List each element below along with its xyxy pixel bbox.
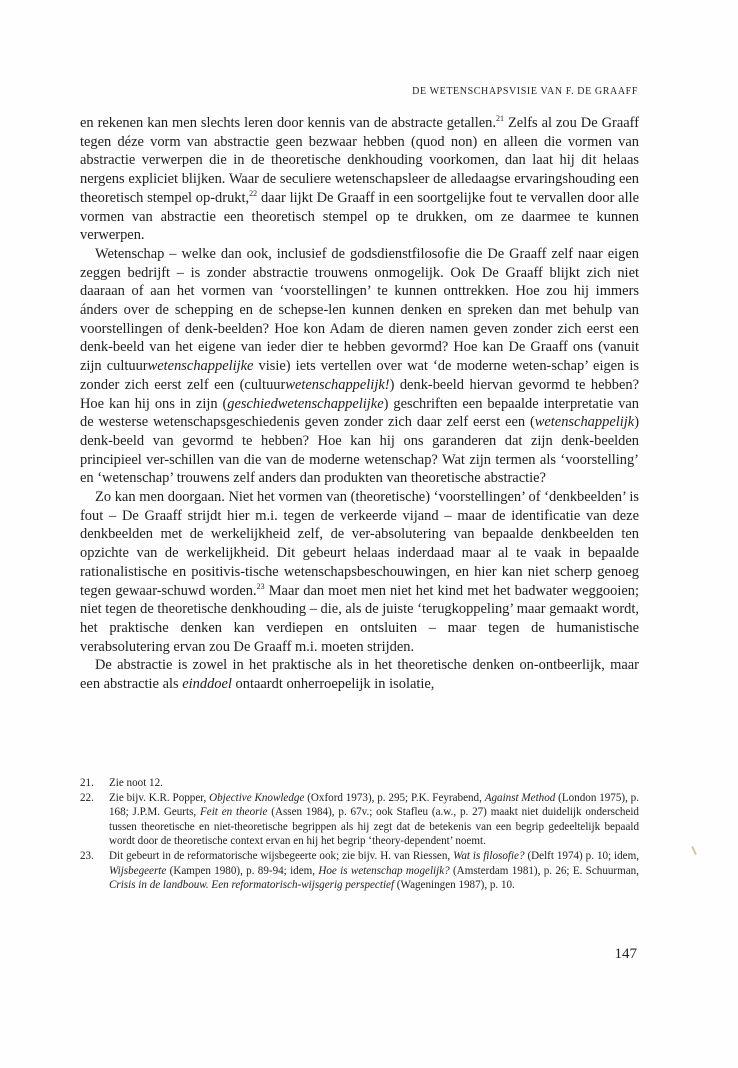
- footnote-ref: 21: [496, 114, 505, 123]
- paragraph: [80, 114, 639, 245]
- italic-text: einddoel: [182, 676, 232, 693]
- text-run: (Amsterdam 1981), p. 26; E. Schuurman,: [449, 864, 639, 877]
- italic-text: wetenschappelijk: [534, 414, 635, 431]
- text-run: Zie bijv. K.R. Popper,: [109, 791, 210, 804]
- text-run: Maar dan moet men niet het kind met het badwater weggooien; niet tegen de theoretische denkhouding – die, als de juiste ‘terugkoppeling’ maar gemaakt wordt, het praktische denken kan verdiepen en ontsluiten – maar tegen de humanistische verabsolutering ervan zou De Graaff m.i. moeten strijden.: [80, 582, 640, 655]
- text-run: (Delft 1974) p. 10; idem,: [524, 849, 640, 862]
- text-run: en rekenen kan men slechts leren door kennis van de abstracte getallen.: [80, 115, 497, 131]
- footnotes: [80, 776, 639, 893]
- text-run: ) geschriften een bepaalde interpretatie van de westerse wetenschapsgeschiedenis geven zonder zich daar zelf eerst een (: [80, 395, 639, 431]
- paragraph: [80, 656, 639, 693]
- italic-text: Objective Knowledge: [209, 791, 305, 804]
- text-run: (Assen 1984), p. 67v.; ook Stafleu (a.w., p. 27) maakt niet duidelijk onderscheid tussen theoretische en niet-theoretische begrippen als hij zegt dat de betekenis van een begrip gedeeltelijk bepaald wordt door de theoretische context ervan en hij het begrip ‘theory-dependent’ noemt.: [109, 806, 639, 848]
- footnote-number: 23.: [80, 849, 94, 862]
- footnote-ref: 23: [256, 581, 265, 591]
- text-run: Wetenschap – welke dan ook, inclusief de godsdienstfilosofie die De Graaff zelf naar eigen zeggen bedrijft – is zonder abstractie trouwens onmogelijk. Ook De Graaff blijkt zich niet daaraan of aan het vormen van ‘voorstellingen’ te kunnen onttrekken. Hoe zou hij immers ánders over de schepping en de schepse-len kunnen denken en spreken dan met behulp van voorstellingen of denk-beelden? Hoe kon Adam de dieren namen geven zonder zich eerst een denk-beeld van het eigene van ieder dier te hebben gevormd? Hoe kan De Graaff ons (vanuit zijn cultuur: [80, 245, 639, 375]
- paper-speck: [691, 846, 697, 855]
- italic-text: wetenschappelijke: [147, 358, 254, 375]
- text-run: ontaardt onherroepelijk in isolatie,: [231, 676, 435, 693]
- text-run: ) denk-beeld van gevormd te hebben? Hoe kan hij ons garanderen dat zijn denk-beelden principieel ver-schillen van die van de moderne wetenschap? Wat zijn termen als ‘voorstelling’ en ‘wetenschap’ trouwens zelf anders dan produkten van theoretische abstractie?: [80, 414, 639, 487]
- text-run: daar lijkt De Graaff in een soortgelijke fout te vervallen door alle vormen van abstractie een theoretisch stempel op te drukken, om ze daarmee te kunnen verwerpen.: [80, 189, 640, 244]
- text-run: Zo kan men doorgaan. Niet het vormen van (theoretische) ‘voorstellingen’ of ‘denkbeelden’ is fout – De Graaff strijdt hier m.i. tegen de verkeerde vijand – maar de identificatie van deze denkbeelden met de werkelijkheid zelf, de ver-absolutering van bepaalde denkbeelden ten opzichte van de werkelijkheid. Dit gebeurt helaas inderdaad maar al te vaak in bepaalde rationalistische en positivis-tische wetenschapsbeschouwingen, en hier kan niet scherp genoeg tegen gewaar-schuwd worden.: [80, 489, 639, 599]
- italic-text: wetenschappelijk!: [285, 376, 390, 393]
- footnote: [80, 776, 639, 791]
- body-text: [80, 114, 639, 694]
- footnote: [80, 791, 639, 849]
- italic-text: Wat is filosofie?: [453, 849, 525, 862]
- footnote-text: [109, 791, 639, 849]
- text-run: visie) iets vertellen over wat ‘de moderne weten-schap’ eigen is zonder zich eerst zelf een (cultuur: [80, 358, 640, 393]
- italic-text: Wijsbegeerte: [109, 864, 167, 877]
- italic-text: Crisis in de landbouw. Een reformatorisch-wijsgerig perspectief: [109, 879, 395, 892]
- text-run: Dit gebeurt in de reformatorische wijsbegeerte ook; zie bijv. H. van Riessen,: [109, 849, 454, 862]
- text-run: (Oxford 1973), p. 295; P.K. Feyrabend,: [304, 791, 485, 804]
- paragraph: [80, 245, 639, 488]
- footnote-number: 22.: [80, 791, 94, 804]
- footnote: [80, 849, 639, 893]
- text-run: Zie noot 12.: [109, 777, 163, 789]
- paragraph: [80, 488, 639, 656]
- text-run: Zelfs al zou De Graaff tegen déze vorm van abstractie geen bezwaar hebben (quod non) en alleen die vormen van abstractie verwerpen die in de theoretische denkhouding voorkomen, dan laat hij dit helaas nergens expliciet blijken. Waar de seculiere wetenschapsleer de alledaagse ervaringshouding een theoretisch stempel op-drukt,: [80, 115, 640, 206]
- text-run: (Wageningen 1987), p. 10.: [394, 879, 515, 892]
- footnote-number: 21.: [80, 777, 94, 789]
- page-number: 147: [614, 946, 637, 962]
- italic-text: geschiedwetenschappelijke: [227, 395, 384, 412]
- text-run: ) denk-beeld hiervan gevormd te hebben? Hoe kan hij ons in zijn (: [80, 376, 639, 412]
- footnote-ref: 22: [249, 188, 258, 198]
- footnote-text: [109, 776, 639, 791]
- italic-text: Against Method: [484, 791, 556, 804]
- italic-text: Hoe is wetenschap mogelijk?: [318, 864, 450, 877]
- italic-text: Feit en theorie: [200, 806, 268, 819]
- text-run: (London 1975), p. 168; J.P.M. Geurts,: [109, 791, 639, 819]
- footnote-text: [109, 849, 639, 893]
- text-run: De abstractie is zowel in het praktische als in het theoretische denken on-ontbeerlijk, maar een abstractie als: [80, 657, 639, 693]
- text-run: (Kampen 1980), p. 89-94; idem,: [166, 864, 319, 877]
- running-head: DE WETENSCHAPSVISIE VAN F. DE GRAAFF: [412, 86, 638, 97]
